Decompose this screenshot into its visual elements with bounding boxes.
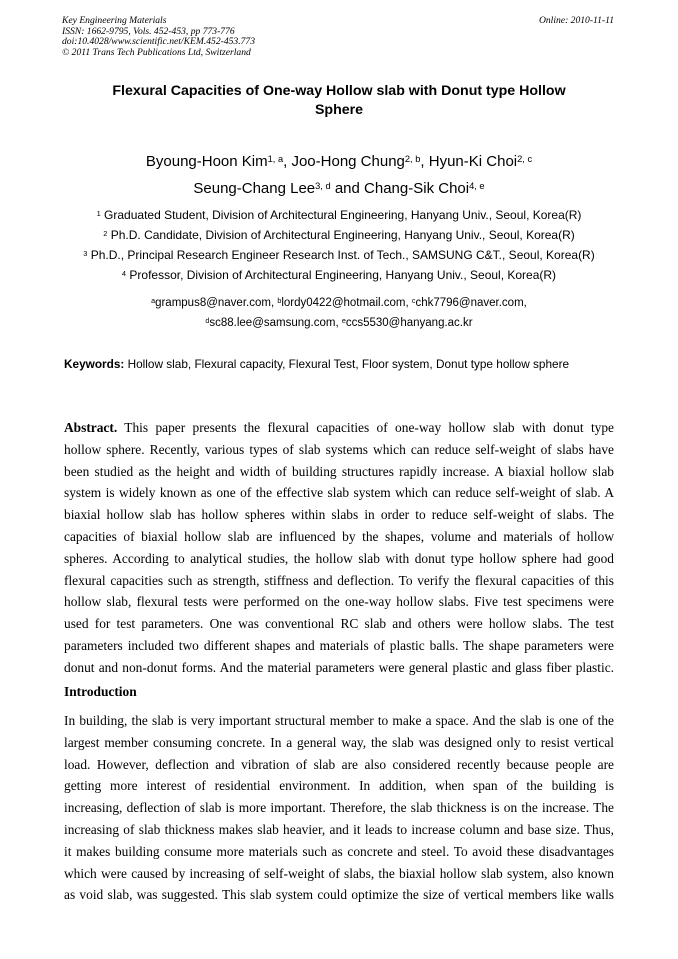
introduction-line: which were caused by increasing of self-weight of slabs, the biaxial hollow slab system, also known: [64, 865, 614, 881]
online-date: Online: 2010-11-11: [538, 15, 614, 26]
introduction-line: In building, the slab is very important structural member to make a space. And the slab is one of the: [64, 713, 614, 728]
email-superscript: c: [411, 296, 416, 305]
author-superscript: 3, d: [315, 180, 331, 191]
affiliation-number: 3: [83, 248, 88, 258]
email-separator: ,: [523, 297, 527, 309]
affiliation-text: Professor, Division of Architectural Engineering, Hanyang Univ., Seoul, Korea(R): [129, 268, 557, 282]
affiliation-text: Ph.D., Principal Research Engineer Research Inst. of Tech., SAMSUNG C&T., Seoul, Korea(R): [90, 248, 595, 262]
author-superscript: 1, a: [267, 153, 284, 164]
abstract-line: system is widely known as one of the effective slab system which can reduce self-weight of slab. A: [64, 485, 614, 501]
introduction-line: increasing, deflection of slab is more important. Therefore, the slab thickness is on the increase. The: [64, 800, 614, 816]
introduction-heading: Introduction: [64, 684, 137, 699]
title-line-1: Flexural Capacities of One-way Hollow slab with Donut type Hollow: [112, 83, 566, 99]
email-separator: ,: [270, 297, 278, 309]
author-line-2: [62, 175, 616, 202]
author-superscript: 2, b: [404, 153, 421, 164]
affiliation: [40, 225, 638, 245]
keywords-text: Hollow slab, Flexural capacity, Flexural Test, Floor system, Donut type hollow sphere: [127, 357, 570, 371]
email-separator: ,: [405, 297, 412, 309]
abstract-line: capacities of biaxial hollow slab are influenced by the shapes, volume and materials of hollow: [64, 528, 614, 544]
keywords-label: Keywords:: [64, 357, 125, 371]
journal-name: Key Engineering Materials: [62, 15, 167, 26]
abstract-line: parameters included two different shapes and materials of plastic balls. The shape parameters were: [64, 637, 614, 653]
email-superscript: a: [151, 296, 156, 305]
email-superscript: b: [277, 296, 282, 305]
affiliation-text: Graduated Student, Division of Architectural Engineering, Hanyang Univ., Seoul, Korea(R): [104, 208, 582, 222]
author-name: Byoung-Hoon Kim: [145, 153, 268, 170]
author-separator: ,: [420, 153, 429, 170]
affiliation: [40, 265, 638, 285]
keywords: [64, 356, 624, 372]
email-line-2: [40, 313, 638, 333]
email-address[interactable]: ccs5530@hanyang.ac.kr: [345, 317, 473, 329]
author-superscript: 2, c: [517, 153, 533, 164]
abstract-line-text: This paper presents the flexural capacities of one-way hollow slab with donut type: [124, 420, 614, 435]
author-separator: and: [330, 180, 365, 197]
author-name: Joo-Hong Chung: [291, 153, 405, 170]
affiliation: [40, 205, 638, 225]
affiliation: [40, 245, 638, 265]
paper-title: [70, 82, 608, 120]
abstract: [64, 417, 614, 679]
affiliation-text: Ph.D. Candidate, Division of Architectural Engineering, Hanyang Univ., Seoul, Korea(R): [110, 228, 575, 242]
introduction-line: it makes building consume more materials such as concrete and steel. To avoid these disadvantages: [64, 843, 614, 859]
affiliation-number: 4: [121, 268, 127, 278]
email-line-1: [40, 293, 638, 313]
affiliation-number: 2: [103, 228, 108, 238]
introduction-line: as void slab, was suggested. This slab system could optimize the size of vertical members like walls: [64, 887, 614, 903]
abstract-label: Abstract.: [64, 420, 118, 435]
author-name: Seung-Chang Lee: [193, 180, 316, 197]
author-superscript: 4, e: [469, 180, 485, 191]
abstract-line: flexural capacities such as strength, stiffness and deflection. To verify the flexural capacities of this: [64, 572, 614, 588]
email-address[interactable]: sc88.lee@samsung.com: [209, 317, 336, 329]
abstract-line: spheres. According to analytical studies, the hollow slab with donut type hollow sphere had good: [64, 550, 614, 566]
email-superscript: e: [341, 316, 346, 325]
abstract-line: hollow slab, flexural tests were performed on the one-way hollow slabs. Five test specimens were: [64, 594, 614, 610]
author-name: Chang-Sik Choi: [364, 180, 470, 197]
author-list: [62, 148, 616, 202]
abstract-line: been studied as the height and width of building structures rapidly increase. A biaxial hollow slab: [64, 463, 614, 479]
email-address[interactable]: chk7796@naver.com: [415, 297, 524, 309]
abstract-line: hollow sphere. Recently, various types of slab systems which can reduce self-weight of slabs have: [64, 441, 614, 457]
affiliation-number: 1: [96, 208, 101, 218]
email-address[interactable]: grampus8@naver.com: [155, 297, 271, 309]
email-address[interactable]: lordy0422@hotmail.com: [281, 297, 406, 309]
title-line-2: Sphere: [314, 102, 364, 118]
author-separator: ,: [283, 153, 292, 170]
introduction-line: getting more interest of residential environment. In addition, when span of the building is: [64, 778, 614, 794]
author-line-1: [62, 148, 616, 175]
email-separator: ,: [335, 317, 342, 329]
affiliation-list: [40, 205, 638, 285]
abstract-line: [64, 417, 614, 439]
introduction-line: load. However, deflection and vibration of slab are also considered recently because people are: [64, 756, 614, 772]
doi-line: doi:10.4028/www.scientific.net/KEM.452-453.773: [62, 36, 256, 48]
email-superscript: d: [205, 316, 210, 325]
abstract-line: biaxial hollow slab has hollow spheres within slabs in order to reduce self-weight of slabs. The: [64, 507, 614, 523]
issn-line: ISSN: 1662-9795, Vols. 452-453, pp 773-776: [62, 25, 235, 37]
introduction-line: largest member consuming concrete. In a general way, the slab was designed only to resist vertical: [64, 734, 614, 750]
email-list: [40, 293, 638, 333]
author-name: Hyun-Ki Choi: [428, 153, 518, 170]
abstract-line: used for test parameters. One was conventional RC slab and others were hollow slabs. The test: [64, 616, 614, 632]
introduction-line: increasing of slab thickness makes slab heavier, and it leads to increase column and base size. Thus,: [64, 821, 614, 837]
introduction-body: [64, 710, 614, 906]
copyright-line: © 2011 Trans Tech Publications Ltd, Switzerland: [62, 46, 251, 58]
journal-header: [62, 16, 255, 58]
abstract-line: donut and non-donut forms. And the material parameters were general plastic and glass fiber plastic.: [64, 659, 614, 675]
